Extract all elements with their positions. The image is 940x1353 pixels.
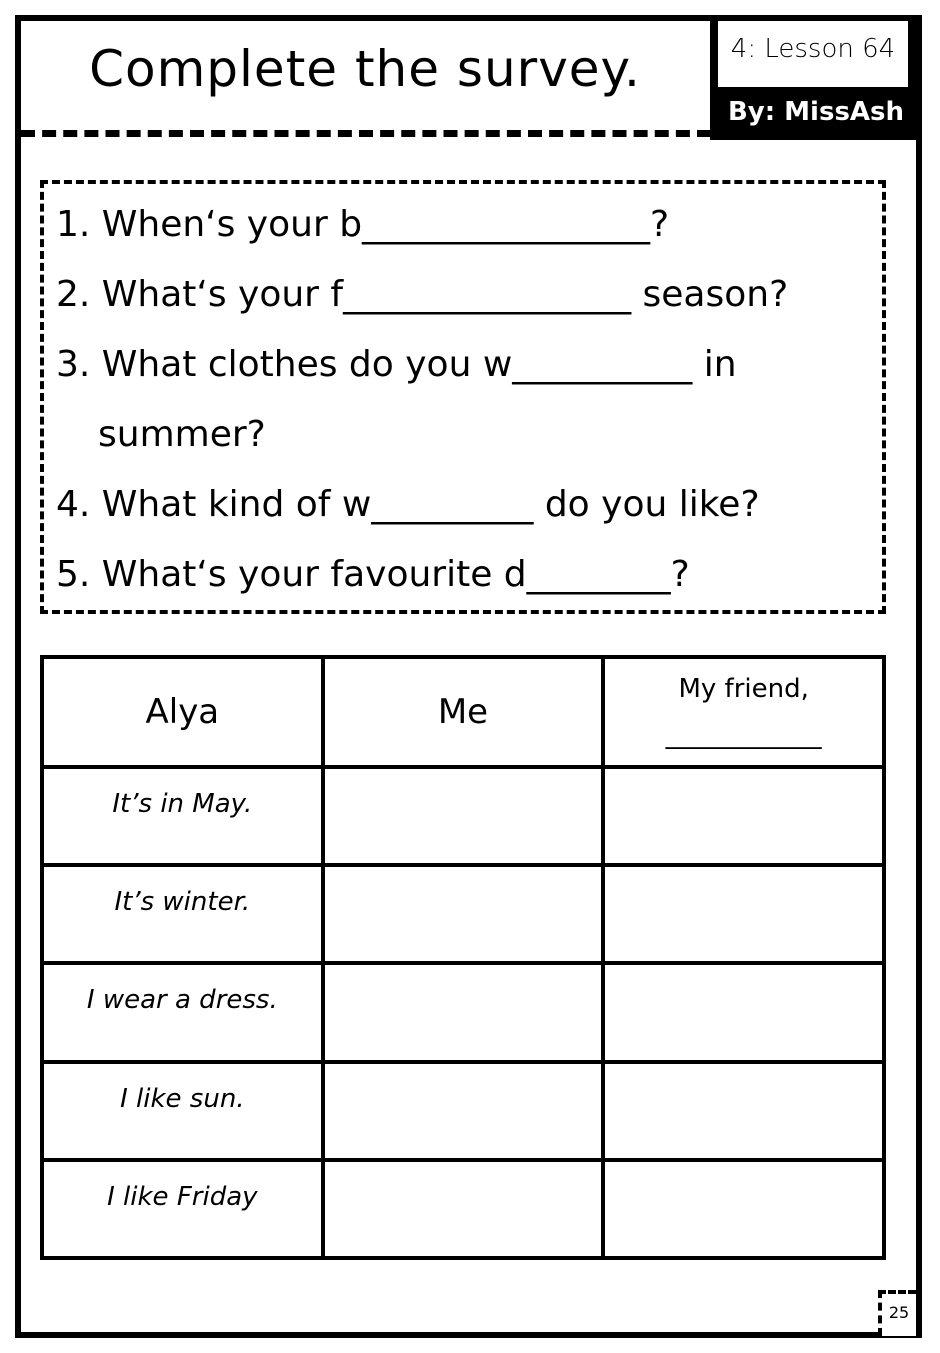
alya-answer: It’s winter. [42,865,323,963]
header-friend [603,657,884,767]
question-4: 4. What kind of w_________ do you like? [56,484,760,525]
friend-name-blank[interactable]: ____________ [665,720,822,750]
table-row [42,963,884,1061]
alya-answer: I wear a dress. [42,963,323,1061]
table-row [42,767,884,865]
friend-answer-cell[interactable] [603,963,884,1061]
me-answer-cell[interactable] [323,1062,604,1160]
table-row [42,865,884,963]
questions-box [40,180,886,614]
author-label: By: MissAsh [727,97,905,127]
alya-answer: It’s in May. [42,767,323,865]
me-answer-cell[interactable] [323,963,604,1061]
table-row [42,1062,884,1160]
survey-table [40,655,886,1260]
question-5: 5. What‘s your favourite d________? [56,554,690,595]
header-divider [21,130,711,137]
me-answer-cell[interactable] [323,767,604,865]
alya-answer: I like Friday [42,1160,323,1258]
friend-answer-cell[interactable] [603,1160,884,1258]
page-title: Complete the survey. [89,40,641,98]
question-3: 3. What clothes do you w__________ in [56,344,737,385]
me-answer-cell[interactable] [323,1160,604,1258]
table-header-row [42,657,884,767]
friend-answer-cell[interactable] [603,865,884,963]
question-1: 1. When‘s your b________________? [56,204,670,245]
me-answer-cell[interactable] [323,865,604,963]
alya-answer: I like sun. [42,1062,323,1160]
lesson-box [710,15,922,140]
question-3-cont: summer? [98,414,266,455]
question-2: 2. What‘s your f________________ season? [56,274,789,315]
friend-answer-cell[interactable] [603,1062,884,1160]
page-number: 25 [878,1290,916,1336]
friend-answer-cell[interactable] [603,767,884,865]
table-row [42,1160,884,1258]
friend-label: My friend, [678,674,809,704]
lesson-label: 4: Lesson 64 [718,21,908,87]
header-alya: Alya [42,657,323,767]
header-me: Me [323,657,604,767]
